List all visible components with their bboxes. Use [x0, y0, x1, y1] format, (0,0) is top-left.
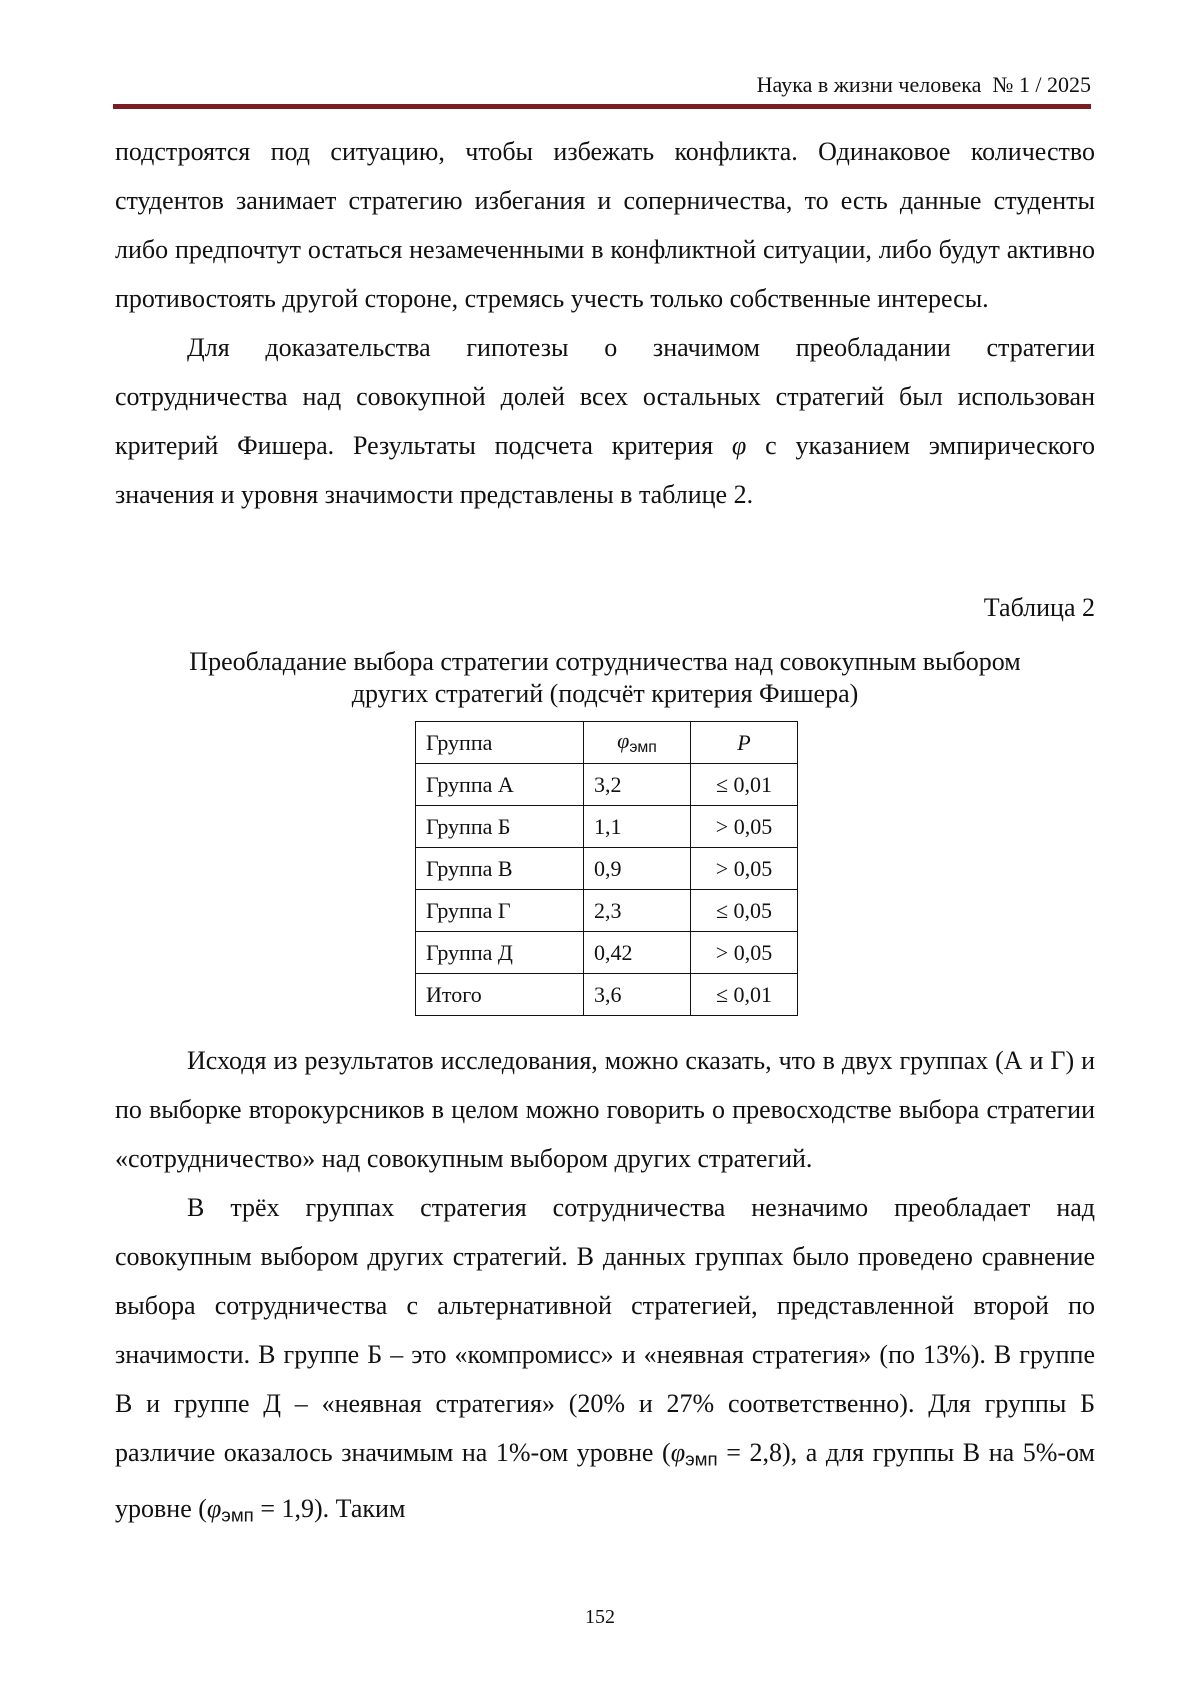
running-header [113, 72, 1091, 98]
table-row [416, 848, 798, 890]
cell-p: ≤ 0,05 [691, 890, 798, 932]
table-row [416, 806, 798, 848]
table-row [416, 764, 798, 806]
table-header-row [416, 722, 798, 764]
header-rule [113, 104, 1091, 109]
table-title: Преобладание выбора стратегии сотрудничества над совокупным выбором других стратегий (подсчёт критерия Фишера) [189, 647, 1021, 708]
cell-p: > 0,05 [691, 848, 798, 890]
bottom-text-block [115, 1036, 1095, 1539]
page-number: 152 [585, 1606, 615, 1628]
cell-p: > 0,05 [691, 932, 798, 974]
cell-p: > 0,05 [691, 806, 798, 848]
paragraph-hypothesis: Для доказательства гипотезы о значимом преобладании стратегии сотрудничества над совокупной долей всех остальных стратегий был использован критерий Фишера. Результаты подсчета критерия φ с указанием эмпирического значения и уровня значимости представлены в таблице 2. [115, 333, 1095, 509]
paragraph-conclusion: Исходя из результатов исследования, можно сказать, что в двух группах (А и Г) и по выборке второкурсников в целом можно говорить о превосходстве выбора стратегии «сотрудничество» над совокупным выбором других стратегий. [115, 1046, 1095, 1173]
paragraph-comparison: В трёх группах стратегия сотрудничества незначимо преобладает над совокупным выбором других стратегий. В данных группах было проведено сравнение выбора сотрудничества с альтернативной стратегией, представленной второй по значимости. В группе Б – это «компромисс» и «неявная стратегия» (по 13%). В группе В и группе Д – «неявная стратегия» (20% и 27% соответственно). Для группы Б различие оказалось значимым на 1%-ом уровне $(\varphi_{эмп} = 2,8)$, а для группы В на 5%-ом уровне $(\varphi_{эмп} = 1,9)$. Таким [115, 1193, 1096, 1526]
cell-phi: 1,1 [584, 806, 691, 848]
header-p: P [691, 722, 798, 764]
journal-title: Наука в жизни человека [756, 72, 982, 97]
cell-phi: 3,2 [584, 764, 691, 806]
cell-phi: 0,42 [584, 932, 691, 974]
fisher-table [415, 721, 798, 1016]
cell-group: Итого [416, 974, 584, 1016]
cell-group: Группа А [416, 764, 584, 806]
cell-p: ≤ 0,01 [691, 974, 798, 1016]
cell-group: Группа Д [416, 932, 584, 974]
cell-phi: 3,6 [584, 974, 691, 1016]
table-label: Таблица 2 [983, 593, 1095, 622]
header-phi: $\varphi_{эмп}$ [584, 722, 691, 764]
top-text-block [115, 127, 1095, 519]
cell-group: Группа Г [416, 890, 584, 932]
table-row [416, 974, 798, 1016]
cell-phi: 0,9 [584, 848, 691, 890]
cell-p: ≤ 0,01 [691, 764, 798, 806]
paragraph-continuation: подстроятся под ситуацию, чтобы избежать конфликта. Одинаковое количество студентов занимает стратегию избегания и соперничества, то есть данные студенты либо предпочтут остаться незамеченными в конфликтной ситуации, либо будут активно противостоять другой стороне, стремясь учесть только собственные интересы. [115, 137, 1095, 313]
cell-group: Группа В [416, 848, 584, 890]
table-row [416, 932, 798, 974]
cell-group: Группа Б [416, 806, 584, 848]
phi-symbol: φ [731, 431, 747, 460]
header-group: Группа [416, 722, 584, 764]
table-row [416, 890, 798, 932]
issue-number: № 1 / 2025 [992, 72, 1091, 97]
cell-phi: 2,3 [584, 890, 691, 932]
